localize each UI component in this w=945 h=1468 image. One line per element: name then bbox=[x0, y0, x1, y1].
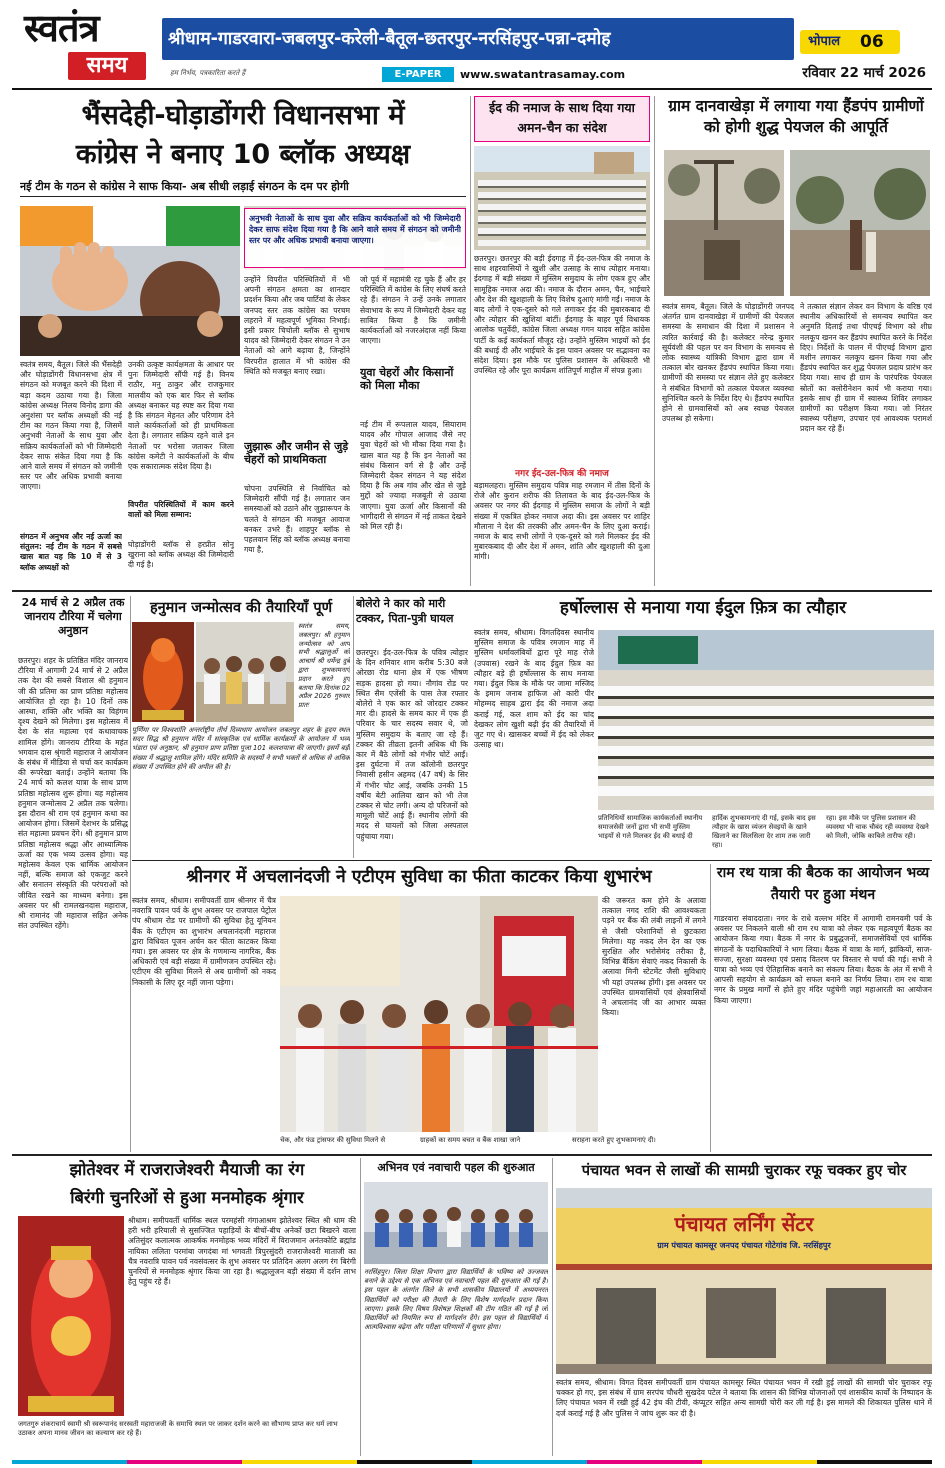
cities-list: श्रीधाम-गाडरवारा-जबलपुर-करेली-बैतूल-छतरपुर-नरसिंहपुर-पन्ना-दमोह bbox=[168, 29, 611, 49]
lead-quote-box bbox=[244, 208, 466, 268]
hanuman-headline: हनुमान जन्मोत्सव की तैयारियाँ पूर्ण bbox=[149, 600, 333, 616]
epaper-label: E-PAPER bbox=[394, 69, 442, 80]
lead-col3-head: जुझारू और जमीन से जुड़े चेहरों को प्राथमिकता bbox=[244, 440, 349, 466]
eid-subhead: नगर ईद-उल-फित्र की नमाज bbox=[515, 469, 609, 479]
lead-col1-a: स्वतंत्र समय, बैतूल। जिले की भैंसदेही और घोड़ाडोंगरी विधानसभा क्षेत्र में संगठन को मजबूत करने की दिशा में बड़ा कदम उठाया गया है। जिला कांग्रेस अध्यक्ष निलय विनोद डागा की अनुशंसा पर ब्लॉक अध्यक्षों की नई टीम का गठन किया गया है, जिसमें अनुभवी नेताओं के साथ युवा और सक्रिय कार्यकर्ताओं को भी जिम्मेदारी देकर साफ संकेत दिया गया है कि आने वाले समय में संगठन को जमीनी स्तर पर और अधिक प्रभावी बनाया जाएगा। bbox=[20, 360, 122, 492]
divider-vertical-4 bbox=[353, 596, 354, 858]
divider-vertical-1 bbox=[470, 96, 471, 586]
lead-headline-2: कांग्रेस ने बनाए 10 ब्लॉक अध्यक्ष bbox=[75, 139, 411, 170]
handpump-col2: ने तत्काल संज्ञान लेकर वन विभाग के वरिष्ठ एवं स्थानीय अधिकारियों से समन्वय स्थापित कर अनुमति दिलाई तथा पीएचई विभाग को शीघ्र नलकूप खनन कर हैंडपंप स्थापित करने के निर्देश दिए। निर्देशों के पालन में पीएचई विभाग द्वारा मशीन लगाकर नलकूप खनन किया गया और हैंडपंप स्थापित कर शुद्ध पेयजल प्रदाय प्रारंभ कर दिया गया। साथ ही ग्राम के पारंपरिक पेयजल स्रोतों का क्लोरीनेशन कार्य भी कराया गया। इसके साथ ही ग्राम में स्वास्थ्य शिविर लगाकर ग्रामीणों का परीक्षण किया गया। जो निरंतर स्वास्थ्य परीक्षण, उपचार एवं आवश्यक परामर्श प्रदान कर रहे हैं। bbox=[800, 302, 932, 434]
tagline: हम निर्भय, पत्रकारिता करते हैं bbox=[170, 69, 246, 77]
registration-bar bbox=[12, 1460, 932, 1464]
lead-col1-b: संगठन में अनुभव और नई ऊर्जा का संतुलन: नई टीम के गठन में सबसे खास बात यह कि 10 में से 3 ब्लॉक अध्यक्षों को bbox=[20, 532, 122, 572]
hanuman-meeting-photo bbox=[196, 622, 294, 722]
divider-vertical-7 bbox=[552, 1158, 553, 1456]
eidul-caption-1: प्रतिनिधियों सामाजिक कार्यकर्ताओं स्थानीय समाजसेवी जनों द्वारा भी सभी मुस्लिम भाइयों से गले मिलकर ईद की बधाई दी bbox=[598, 814, 703, 840]
section-rule-1 bbox=[12, 590, 932, 592]
jhoteshwar-body: श्रीधाम। समीपवर्ती धार्मिक स्थल परमहंसी गंगाआश्रम झोतेश्वर स्थित श्री धाम की हरी भरी हरियाली से सुसज्जित पहाड़ियों के बीचों-बीच अनेकों छटा बिखरने वाला अतिसुंदर कलात्मक आकर्षक मनमोहक भव्य मंदिरों में विराजमान अनंतकोटि ब्रह्मांड नायिका ललिता परमांबा जगदंबा मां भगवती त्रिपुरसुंदरी राजराजेश्वरी माताजी का चैत्र नवरात्रि पावन पर्व नवसंवत्सर के शुभ अवसर पर प्रतिदिन अलग अलग रंग बिरंगी चुनरियों से मनमोहक श्रृंगार किया जा रहा है। श्रद्धालुजन बड़ी संख्या में दर्शन लाभ हेतु पहुंच रहे हैं। bbox=[128, 1216, 356, 1287]
lead-col4-a: जो पूर्व में महामंत्री रह चुके हैं और हर परिस्थिति में कांग्रेस के लिए संघर्ष करते रहे हैं। संगठन ने उन्हें उनके लगातार सेवाभाव के रूप में जिम्मेदारी देकर यह साबित किया है कि जमीनी कार्यकर्ताओं को नजरअंदाज नहीं किया जाएगा। bbox=[360, 275, 466, 346]
congress-hand-icon bbox=[20, 206, 240, 356]
hanuman-idol-photo bbox=[132, 622, 194, 722]
lead-col3-a: उन्होंने विपरीत परिस्थितियों में भी अपनी संगठन क्षमता का शानदार प्रदर्शन किया और जब पार्टियां के लेकर जनपद स्तर तक कांग्रेस का परचम लहराने में महत्वपूर्ण भूमिका निभाई। इसी प्रकार चिचोली ब्लॉक से सुभाष यादव को जिम्मेदारी देकर संगठन ने उन नेताओं को आगे बढ़ाया है, जिन्होंने विरपरीत हालात में भी कांग्रेस की स्थिति को मजबूत बनाए रखा। bbox=[244, 275, 350, 376]
panchayat-sign-title: पंचायत लर्निंग सेंटर bbox=[674, 1212, 814, 1236]
lead-col2-a: उनकी उत्कृष्ट कार्यक्षमता के आधार पर पुनः जिम्मेदारी सौंपी गई है। विनय राठौर, मनु ठाकुर और राजकुमार मालवीय को एक बार फिर से ब्लॉक अध्यक्ष बनाकर यह स्पष्ट कर दिया गया है कि संगठन मेहनत और परिणाम देने वाले कार्यकर्ताओं को ही प्राथमिकता देता है। लगातार सक्रिय रहने वाले इन नेताओं पर भरोसा जताकर जिला कांग्रेस कमेटी ने कार्यकर्ताओं के बीच एक सकारात्मक संदेश दिया है। bbox=[128, 360, 234, 472]
lead-subhead-rule bbox=[20, 196, 466, 197]
divider-vertical-3 bbox=[130, 596, 131, 1152]
eidul-caption-2: हार्दिक शुभकामनाएं दी गई, इसके बाद इस त्यौहार के खास व्यंजन सेवइयों के खाने खिलाने का सिलसिला देर शाम तक जारी रहा। bbox=[712, 814, 816, 849]
lead-col2-c: घोड़ाडोंगरी ब्लॉक से हरप्रीत सोनू खुराना को ब्लॉक अध्यक्ष की जिम्मेदारी दी गई है। bbox=[128, 540, 234, 570]
jhoteshwar-headline-2: बिरंगी चुनरिओं से हुआ मनमोहक श्रृंगार bbox=[70, 1188, 304, 1207]
reg-black-2 bbox=[817, 1460, 932, 1464]
eidul-prayer-photo bbox=[598, 630, 934, 810]
lead-col3-b: चोपना उपस्थिति से निर्वाचित को जिम्मेदारी सौंपी गई है। लगातार जन समस्याओं को उठाने और जुझारूपन के चलते वे संगठन की मजबूत आवाज बनकर उभरे हैं। शाहपुर ब्लॉक से पहलवान सिंह को ब्लॉक अध्यक्ष बनाया गया है, bbox=[244, 484, 350, 555]
reg-yellow bbox=[242, 1460, 357, 1464]
handpump-headline: ग्राम दानवाखेड़ा में लगाया गया हैंडपंप ग्रामीणों को होगी शुद्ध पेयजल की आपूर्ति bbox=[668, 97, 924, 136]
lead-subhead: नई टीम के गठन से कांग्रेस ने साफ किया- अब सीधी लड़ाई संगठन के दम पर होगी bbox=[20, 180, 349, 193]
reg-cyan-2 bbox=[472, 1460, 587, 1464]
eidul-caption-3: रहा। इस मौके पर पुलिस प्रशासन की व्यवस्था भी चाक चौबंद रही व्यवस्था देखने को मिली, जोकि काबिले तारीफ रही। bbox=[826, 814, 929, 840]
atm-ribbon-photo bbox=[280, 896, 598, 1132]
eid-body-2: बड़ामलहरा। मुस्लिम समुदाय पवित्र माह रमजान में तीस दिनों के रोजे और कुरान शरीफ की तिलावत के बाद ईद-उल-फित्र के अवसर पर नगर की ईदगाह में मुस्लिम समाज के लोगों ने बड़ी संख्या में एकत्रित होकर नमाज अदा की। इस अवसर पर शाहिर मौलाना ने देश की तरक्की और अमन-चैन के लिए दुआ कराई। नमाज के बाद सभी लोगों ने एक-दूसरे को गले मिलकर ईद की मुबारकबाद दी और देश में अमन, शांति और खुशहाली की दुआ मांगी। bbox=[474, 481, 650, 562]
eidul-headline: हर्षोल्लास से मनाया गया ईदुल फ़ित्र का त्यौहार bbox=[559, 598, 847, 618]
ramrath-body: गाडरवारा संवाददाता। नगर के राधे वल्लभ मंदिर में आगामी रामनवमी पर्व के अवसर पर निकलने वाली श्री राम रथ यात्रा को लेकर एक महत्वपूर्ण बैठक का आयोजन किया गया। बैठक में नगर के प्रबुद्धजनों, समाजसेवियों एवं धार्मिक संगठनों के पदाधिकारियों ने भाग लिया। बैठक में यात्रा के मार्ग, झांकियों, साज-सज्जा, सुरक्षा व्यवस्था एवं प्रसाद वितरण पर विस्तार से चर्चा की गई। सभी ने यात्रा को भव्य एवं ऐतिहासिक बनाने का संकल्प लिया। बैठक के अंत में सभी ने आपसी सहयोग से कार्यक्रम को सफल बनाने का निर्णय लिया। राम रथ यात्रा नगर के प्रमुख मार्गों से होते हुए मंदिर पहुंचेगी जहां महाआरती का आयोजन किया जाएगा। bbox=[714, 914, 932, 1005]
abhinav-headline: अभिनव एवं नवाचारी पहल की शुरुआत bbox=[377, 1161, 535, 1174]
atm-caption-3: सराहना करते हुए शुभकामनाएं दी। bbox=[572, 1136, 656, 1144]
handpump-photo-field bbox=[664, 150, 784, 296]
jhoteshwar-caption: जगतगुरु शंकराचार्य स्वामी श्री स्वरूपानंद सरस्वती महाराजजी के समाधि स्थल पर जाकर दर्शन करने का सौभाग्य प्राप्त कर धर्म लाभ उठाकर अपना मानव जीवन का कल्याण कर रहे हैं। bbox=[18, 1420, 338, 1437]
atm-col1: स्वतंत्र समय, श्रीधाम। समीपवर्ती ग्राम श्रीनगर में चैत्र नवरात्रि पावन पर्व के शुभ अवसर पर राजपाल पेट्रोल पंप श्रीधाम रोड पर ग्रामीणों की सुविधा हेतु यूनियन बैंक के एटीएम का शुभारंभ अचलानंदजी महाराज द्वारा विधिवत पूजन अर्चन कर फीता काटकर किया गया। इस अवसर पर क्षेत्र के गणमान्य नागरिक, बैंक अधिकारी एवं बड़ी संख्या में ग्रामीणजन उपस्थित रहे। एटीएम की सुविधा मिलने से अब ग्रामीणों को नकद निकासी के लिए दूर नहीं जाना पड़ेगा। bbox=[132, 896, 276, 987]
section-rule-3 bbox=[12, 1154, 932, 1156]
divider-vertical-6 bbox=[360, 1158, 361, 1456]
panchayat-headline: पंचायत भवन से लाखों की सामग्री चुराकर रफू चक्कर हुए चोर bbox=[581, 1163, 907, 1179]
masthead bbox=[0, 0, 945, 92]
lead-col4-b: नई टीम में रूपलाल यादव, सियाराम यादव और गोपाल आजाद जैसे नए युवा चेहरों को भी मौका दिया गया है। खास बात यह है कि इन नेताओं का संबंध किसान वर्ग से है और उन्हें जिम्मेदारी देकर संगठन ने यह संदेश दिया है कि अब गांव और खेत से जुड़े मुद्दों को ज्यादा मजबूती से उठाया जाएगा। युवा ऊर्जा और किसानों की भागीदारी से संगठन में नई ताकत देखने को मिल रही है। bbox=[360, 420, 466, 532]
logo-bottom-text: समय bbox=[86, 53, 128, 78]
logo[interactable] bbox=[24, 6, 156, 84]
hanuman-side: स्वतंत्र समय, जबलपुर। श्री हनुमान जन्मोत्सव को आप सभी श्रद्धालुओं को आचार्य श्री धर्मेन्द्र दुबे द्वारा शुभकामनाएं प्रदान करते हुए बताया कि दिनांक 02 अप्रैल 2026 गुरुवार प्रातः bbox=[298, 622, 350, 710]
eid-headline: ईद की नमाज के साथ दिया गया अमन-चैन का संदेश bbox=[489, 100, 635, 135]
eidul-body: स्वतंत्र समय, श्रीधाम। विगतदिवस स्थानीय मुस्लिम समाज के पवित्र रमजान माह में मुस्लिम धर्मावलंबियों द्वारा पूरे माह रोजे (उपवास) रखने के बाद ईदुल फ़ित्र का त्यौहार बड़े ही हर्षोल्लास के साथ मनाया गया। ईदुल फित्र के मौके पर जामा मस्जिद के इमाम जनाब हाफिज ओ कारी पीर मोहम्मद साहब द्वारा ईद की नमाज अदा कराई गई, कल शाम को ईद का चांद देखकर लोग खुशी बढ़ी ईद की तैयारियों में जुट गए थे। खासकर बच्चों में ईद को लेकर उत्साह था। bbox=[474, 628, 594, 750]
panchayat-body: स्वतंत्र समय, श्रीधाम। विगत दिवस समीपवर्ती ग्राम पंचायत कामसूर स्थित पंचायत भवन में रखी हुई लाखों की सामग्री चोर चुराकर रफू चक्कर हो गए, इस संबंध में ग्राम सरपंच चौधरी सुखदेव पटेल ने बताया कि शासन की विभिन्न योजनाओं एवं शासकीय कार्यों के निष्पादन के लिए पंचायत भवन में रखी हुई 42 इंच की टीवी, कंप्यूटर सहित अन्य सामग्री चोरी कर ली गई है। इस मामले की शिकायत पुलिस थाने में दर्ज कराई गई है और पुलिस ने जांच शुरू कर दी है। bbox=[556, 1378, 932, 1418]
divider-vertical-2 bbox=[654, 96, 655, 586]
atm-caption-2: ग्राहकों का समय बचत व बैंक शाखा जाने bbox=[420, 1136, 521, 1144]
lead-col4-head: युवा चेहरों और किसानों को मिला मौका bbox=[360, 366, 454, 392]
section-rule-2 bbox=[132, 860, 932, 861]
reg-black bbox=[357, 1460, 472, 1464]
lead-col2-b: विपरीत परिस्थितियों में काम करने वालों को मिला सम्मान: bbox=[128, 500, 234, 520]
edition-label: भोपाल bbox=[808, 34, 841, 49]
lead-headline-1: भैंसदेही-घोड़ाडोंगरी विधानसभा में bbox=[81, 100, 405, 131]
congress-rally-photo bbox=[20, 206, 240, 356]
janrai-body: छतरपुर। शहर के प्रतिष्ठित मंदिर जानराय टौरिया में आगामी 24 मार्च से 2 अप्रैल तक देश की सबसे विशाल श्री हनुमान जी की प्रतिमा का प्राण प्रतिष्ठा महोत्सव आयोजित हो रहा है। 10 दिनों तक आस्था, शक्ति और भक्ति का विहंगम दृश्य देखने को मिलेगा। इस महोत्सव में देश के संत महात्मा एवं कथावाचक शामिल होंगे। जानराय टौरिया के महंत भगवान दास श्रृंगारी महाराज ने आयोजन के संबंध में मीडिया से चर्चा कर कार्यक्रम की रूपरेखा बताई। उन्होंने बताया कि 24 मार्च को कलश यात्रा के साथ प्राण प्रतिष्ठा महोत्सव शुरू होगा। यह महोत्सव हनुमान जन्मोत्सव 2 अप्रैल तक चलेगा। इस दौरान श्री राम एवं हनुमान कथा का आयोजन होगा। जिसमें देशभर के प्रसिद्ध संत महात्मा प्रवचन देंगे। श्री हनुमान प्राण प्रतिष्ठा महोत्सव श्रद्धा और आध्यात्मिक ऊर्जा का एक भव्य उत्सव होगा। यह महोत्सव केवल एक धार्मिक आयोजन नहीं, बल्कि समाज को एकजुट करने और सनातन संस्कृति की परंपराओं को जीवित रखने का माध्यम बनेगा। इस अवसर पर श्री रामलखनदास महाराज, श्री रामानंद जी महाराज सहित अनेक संत उपस्थित रहेंगे। bbox=[18, 656, 128, 931]
bolero-headline: बोलेरो ने कार को मारी टक्कर, पिता-पुत्री घायल bbox=[356, 597, 454, 625]
atm-caption-1: चेक, और फंड ट्रांसफर की सुविधा मिलने से bbox=[280, 1136, 386, 1144]
goddess-idol-photo bbox=[18, 1216, 124, 1416]
issue-date: रविवार 22 मार्च 2026 bbox=[802, 65, 926, 81]
atm-col2: की जरूरत कम होने के अलावा तत्काल नगद राशि की आवश्यकता पड़ने पर बैंक की लंबी लाइनों में लगने से जैसी परेशानियों से छुटकारा मिलेगा। यह नकद लेन देन का एक सुरक्षित और भरोसेमंद तरीका है, विभिन्न बैंकिंग सेवाएं नकद निकासी के अलावा मिनी स्टेटमेंट जैसी सुविधाएं भी यहां उपलब्ध होंगी। इस अवसर पर उपस्थित ग्रामवासियों एवं क्षेत्रवासियों ने अचलानंद जी का आभार व्यक्त किया। bbox=[602, 896, 706, 1018]
students-photo bbox=[364, 1182, 548, 1264]
logo-top: स्वतंत्र bbox=[24, 5, 99, 50]
handpump-photo-village bbox=[790, 150, 930, 296]
divider-vertical-5 bbox=[710, 864, 711, 1152]
reg-cyan bbox=[12, 1460, 127, 1464]
page-number: 06 bbox=[860, 32, 884, 52]
abhinav-body: नरसिंहपुर। जिला शिक्षा विभाग द्वारा विद्यार्थियों के भविष्य को उज्जवल बनाने के उद्देश्य से एक अभिनव एवं नवाचारी पहल की शुरुआत की गई है। इस पहल के अंतर्गत जिले के सभी शासकीय विद्यालयों में अध्ययनरत विद्यार्थियों को परीक्षा की तैयारी के लिए विशेष मार्गदर्शन प्रदान किया जाएगा। इसके लिए विषय विशेषज्ञ शिक्षकों की टीम गठित की गई है जो विद्यार्थियों को नियमित रूप से मार्गदर्शन देंगे। इस पहल से विद्यार्थियों में आत्मविश्वास बढ़ेगा और परीक्षा परिणामों में सुधार होगा। bbox=[364, 1268, 548, 1332]
atm-headline: श्रीनगर में अचलानंदजी ने एटीएम सुविधा का फीता काटकर किया शुभारंभ bbox=[186, 867, 652, 887]
eid-prayer-photo bbox=[474, 146, 650, 250]
hanuman-body: पूर्णिमा पर विश्वशांति अन्तर्राष्ट्रीय तीर्थ दिव्यधाम आयोजन जबलपुर शहर के हृदय स्थल सदर सिद्ध श्री हनुमान मंदिर में सांस्कृतिक एवं धार्मिक कार्यक्रमों के आयोजन में भव्य भंडारा एवं अनुष्ठान, श्री हनुमान प्राण प्रतिष्ठा पूजा 101 कलशयात्रा की जाएगी। इसमें बड़ी संख्या में श्रद्धालु शामिल होंगे। मंदिर समिति के सदस्यों ने सभी भक्तों से अधिक से अधिक संख्या में उपस्थित होने की अपील की है। bbox=[132, 726, 350, 771]
lead-quote: अनुभवी नेताओं के साथ युवा और सक्रिय कार्यकर्ताओं को भी जिम्मेदारी देकर साफ संदेश दिया गया है कि आने वाले समय में संगठन को जमीनी स्तर पर और अधिक प्रभावी बनाया जाएगा। bbox=[249, 214, 461, 245]
ramrath-headline: राम रथ यात्रा की बैठक का आयोजन भव्य तैयारी पर हुआ मंथन bbox=[716, 865, 930, 903]
janrai-headline: 24 मार्च से 2 अप्रैल तक जानराय टौरिया में चलेगा अनुष्ठान bbox=[21, 596, 125, 637]
panchayat-sign-subtitle: ग्राम पंचायत कामसूर जनपद पंचायत गोटेगांव जि. नरसिंहपुर bbox=[657, 1241, 831, 1250]
jhoteshwar-headline-1: झोतेश्वर में राजराजेश्वरी मैयाजी का रंग bbox=[69, 1160, 305, 1179]
reg-magenta bbox=[127, 1460, 242, 1464]
masthead-rule bbox=[12, 88, 932, 90]
reg-yellow-2 bbox=[702, 1460, 817, 1464]
bolero-body: छतरपुर। ईद-उल-फित्र के पवित्र त्योहार के दिन शनिवार शाम करीब 5:30 बजे ओरछा रोड थाना क्षेत्र में एक भीषण सड़क हादसा हो गया। नौगांव रोड पर स्थित सैम एजेंसी के पास तेज रफ्तार बोलेरो ने एक कार को जोरदार टक्कर मार दी। हादसे के समय कार में एक ही परिवार के चार सदस्य सवार थे, जो मुस्लिम समुदाय के बताए जा रहे हैं। टक्कर की तीव्रता इतनी अधिक थी कि कार में बैठे लोगों को गंभीर चोटें आईं। इस दुर्घटना में तज कॉलोनी छतरपुर निवासी हसीन अहमद (47 वर्ष) के सिर में गंभीर चोट आई, जबकि उनकी 15 वर्षीय बेटी आलिया खान को भी तेज टक्कर से चोट लगी। अन्य दो परिजनों को मामूली चोटें आई हैं। स्थानीय लोगों की मदद से घायलों को जिला अस्पताल पहुंचाया गया। bbox=[356, 648, 468, 841]
reg-magenta-2 bbox=[587, 1460, 702, 1464]
website-link[interactable]: www.swatantrasamay.com bbox=[460, 68, 626, 81]
handpump-col1: स्वतंत्र समय, बैतूल। जिले के घोड़ाडोंगरी जनपद अंतर्गत ग्राम दानवाखेड़ा में ग्रामीणों की पेयजल समस्या के समाधान की दिशा में प्रशासन ने त्वरित कार्रवाई की है। कलेक्टर नरेन्द्र कुमार सूर्यवंशी की पहल पर वन विभाग के समन्वय से लोक स्वास्थ्य यांत्रिकी विभाग द्वारा ग्राम में तत्काल बोर खनकर हैंडपंप स्थापित किया गया। ग्रामीणों की समस्या पर संज्ञान लेते हुए कलेक्टर ने संबंधित विभागों को तत्काल पेयजल व्यवस्था सुनिश्चित करने के निर्देश दिए थे। हैंडपंप स्थापित होने से ग्रामवासियों को अब स्वच्छ पेयजल उपलब्ध हो सकेगा। bbox=[662, 302, 794, 424]
eid-body: छतरपुर। छतरपुर की बड़ी ईदगाह में ईद-उल-फित्र की नमाज के साथ शहरवासियों ने खुशी और उत्साह के साथ त्योहार मनाया। ईदगाह में बड़ी संख्या में मुस्लिम समुदाय के लोग एकत्र हुए और सामूहिक नमाज अदा की। नमाज के दौरान अमन, चैन, भाईचारे और देश की खुशहाली के लिए विशेष दुआएं मांगी गईं। नमाज के बाद लोगों ने एक-दूसरे को गले लगाकर ईद की मुबारकबाद दी और त्योहार की खुशियां बांटीं। ईदगाह के बाहर पूर्व विधायक आलोक चतुर्वेदी, कांग्रेस जिला अध्यक्ष गगन यादव सहित कांग्रेस पार्टी के कई कार्यकर्ता मौजूद रहे। उन्होंने मुस्लिम भाइयों को ईद की बधाई दी और भाईचारे के इस पावन अवसर पर सद्भावना का संदेश दिया। इस मौके पर पुलिस प्रशासन के अधिकारी भी उपस्थित रहे और पूरा कार्यक्रम शांतिपूर्ण माहौल में संपन्न हुआ। bbox=[474, 254, 650, 376]
